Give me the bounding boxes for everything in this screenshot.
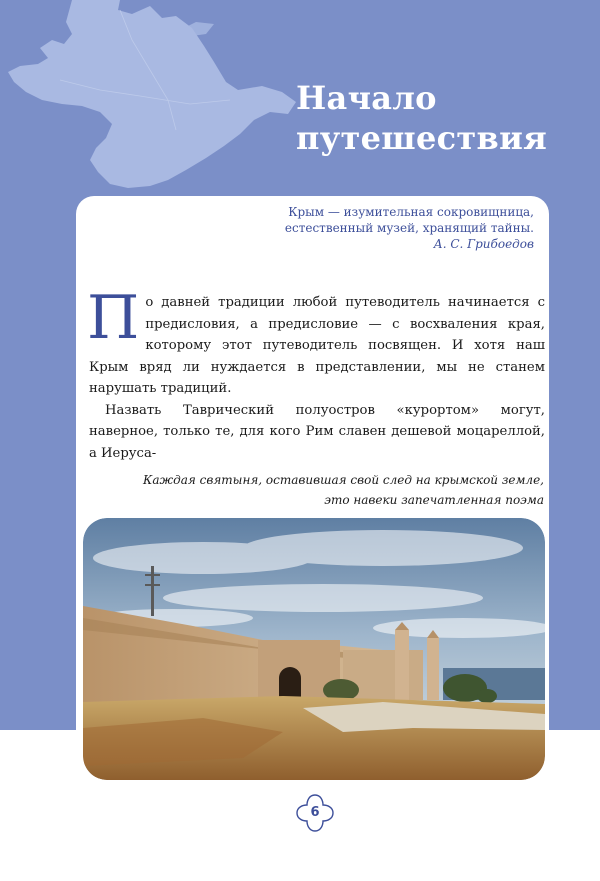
- epigraph-author: А. С. Грибоедов: [433, 237, 534, 251]
- fortress-photo: [83, 518, 545, 780]
- drop-cap: П: [87, 283, 140, 353]
- page-title-line2: путешествия: [296, 119, 548, 157]
- page-number: 6: [310, 805, 320, 820]
- article-body: [87, 283, 545, 464]
- epigraph-line2: естественный музей, хранящий тайны.: [284, 221, 534, 235]
- caption-line2: это навеки запечатленная поэма: [324, 493, 544, 507]
- crimea-map-icon: [0, 0, 300, 200]
- page-title-line1: Начало: [296, 79, 437, 117]
- paragraph-2: Назвать Таврический полуостров «курортом» могут, наверное, только те, для кого Рим славен дешевой моцареллой, а Иеруса-: [89, 402, 545, 461]
- paragraph-1-text: о давней традиции любой путеводитель начинается с предисловия, а предисловие — с восхваления края, которому этот путеводитель посвящен. И хотя наш Крым вряд ли нуждается в представлении, мы не станем нарушать традиций.: [89, 295, 545, 396]
- epigraph: [214, 204, 534, 252]
- photo-caption: [124, 470, 544, 510]
- page-title: [296, 78, 547, 158]
- paragraph-1: [87, 283, 545, 400]
- caption-line1: Каждая святыня, оставившая свой след на крымской земле,: [143, 473, 544, 487]
- epigraph-line1: Крым — изумительная сокровищница,: [288, 205, 534, 219]
